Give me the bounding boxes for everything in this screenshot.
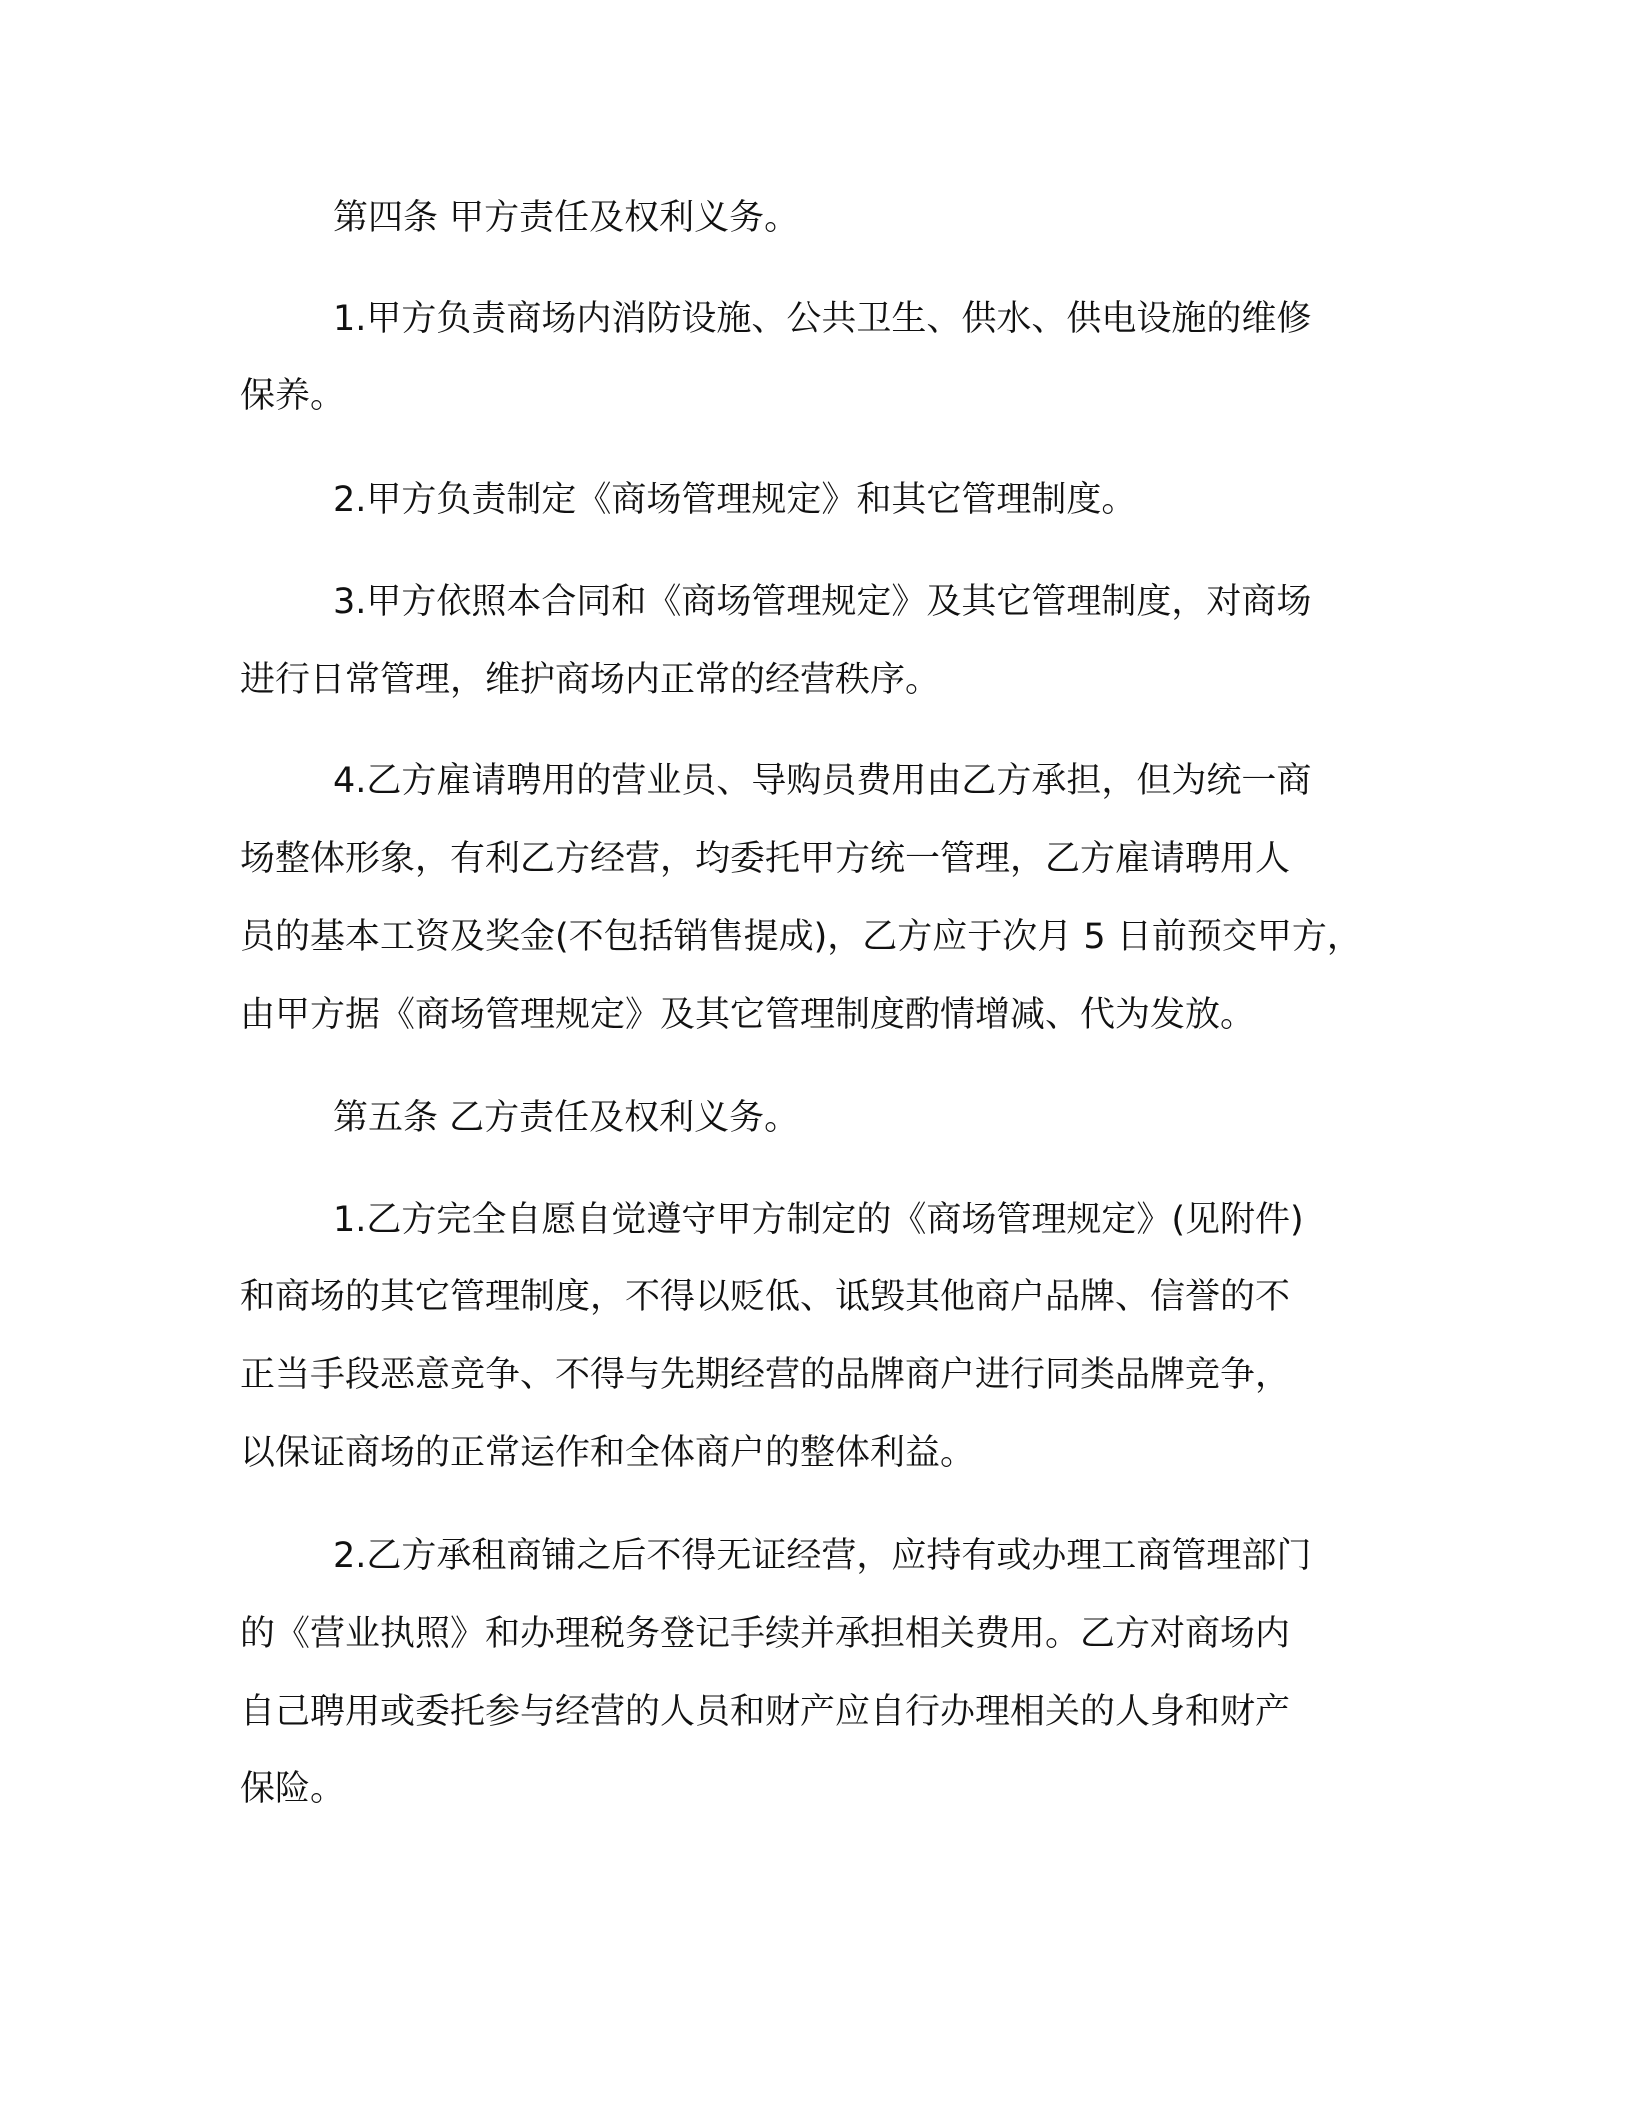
article5-item2-line3: 自己聘用或委托参与经营的人员和财产应自行办理相关的人身和财产 bbox=[240, 1692, 1291, 1732]
article5-item1-line2: 和商场的其它管理制度，不得以贬低、诋毁其他商户品牌、信誉的不 bbox=[240, 1277, 1291, 1317]
article4-item4-line4: 由甲方据《商场管理规定》及其它管理制度酌情增减、代为发放。 bbox=[240, 995, 1256, 1035]
article4-heading: 第四条 甲方责任及权利义务。 bbox=[333, 198, 800, 238]
article4-item4-line1: 4.乙方雇请聘用的营业员、导购员费用由乙方承担，但为统一商 bbox=[333, 761, 1312, 801]
article4-item4-line3: 员的基本工资及奖金(不包括销售提成)，乙方应于次月 5 日前预交甲方， bbox=[240, 917, 1362, 957]
article4-item3-line2: 进行日常管理，维护商场内正常的经营秩序。 bbox=[240, 660, 941, 700]
article5-item1-line1: 1.乙方完全自愿自觉遵守甲方制定的《商场管理规定》(见附件) bbox=[333, 1200, 1304, 1240]
article5-item2-line2: 的《营业执照》和办理税务登记手续并承担相关费用。乙方对商场内 bbox=[240, 1614, 1291, 1654]
article5-item1-line3: 正当手段恶意竞争、不得与先期经营的品牌商户进行同类品牌竞争， bbox=[240, 1355, 1291, 1395]
article4-item1-line2: 保养。 bbox=[240, 376, 346, 416]
article4-item4-line2: 场整体形象，有利乙方经营，均委托甲方统一管理，乙方雇请聘用人 bbox=[240, 839, 1291, 879]
article5-heading: 第五条 乙方责任及权利义务。 bbox=[333, 1098, 800, 1138]
article5-item2-line1: 2.乙方承租商铺之后不得无证经营，应持有或办理工商管理部门 bbox=[333, 1536, 1312, 1576]
article5-item2-line4: 保险。 bbox=[240, 1769, 346, 1809]
article5-item1-line4: 以保证商场的正常运作和全体商户的整体利益。 bbox=[240, 1433, 976, 1473]
article4-item3-line1: 3.甲方依照本合同和《商场管理规定》及其它管理制度，对商场 bbox=[333, 582, 1312, 622]
article4-item1-line1: 1.甲方负责商场内消防设施、公共卫生、供水、供电设施的维修 bbox=[333, 299, 1312, 339]
article4-item2-line1: 2.甲方负责制定《商场管理规定》和其它管理制度。 bbox=[333, 480, 1137, 520]
